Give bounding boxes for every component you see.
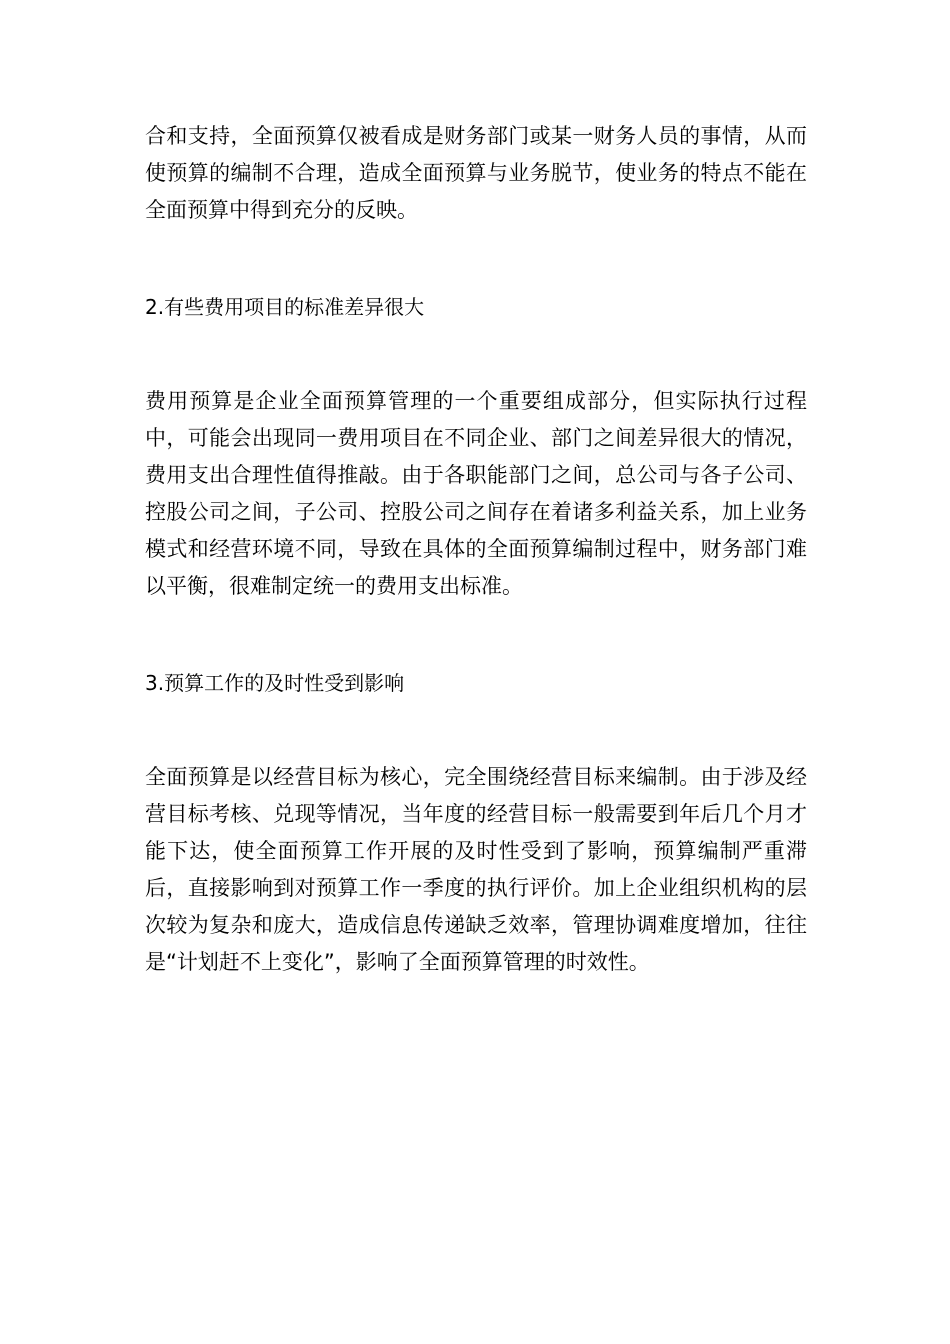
document-content xyxy=(145,118,807,981)
paragraph-budget-timeliness: 全面预算是以经营目标为核心，完全围绕经营目标来编制。由于涉及经营目标考核、兑现等情况，当年度的经营目标一般需要到年后几个月才能下达，使全面预算工作开展的及时性受到了影响，预算编制严重滞后，直接影响到对预算工作一季度的执行评价。加上企业组织机构的层次较为复杂和庞大，造成信息传递缺乏效率，管理协调难度增加，往往是“计划赶不上变化”，影响了全面预算管理的时效性。 xyxy=(145,765,807,974)
heading-budget-timeliness: 3.预算工作的及时性受到影响 xyxy=(145,671,405,695)
paragraph-expense-standards: 费用预算是企业全面预算管理的一个重要组成部分，但实际执行过程中，可能会出现同一费用项目在不同企业、部门之间差异很大的情况，费用支出合理性值得推敲。由于各职能部门之间，总公司与各子公司、控股公司之间，子公司、控股公司之间存在着诸多利益关系，加上业务模式和经营环境不同，导致在具体的全面预算编制过程中，财务部门难以平衡，很难制定统一的费用支出标准。 xyxy=(145,389,807,598)
paragraph-budget-understanding: 合和支持，全面预算仅被看成是财务部门或某一财务人员的事情，从而使预算的编制不合理，造成全面预算与业务脱节，使业务的特点不能在全面预算中得到充分的反映。 xyxy=(145,124,807,222)
heading-expense-standards: 2.有些费用项目的标准差异很大 xyxy=(145,295,425,319)
